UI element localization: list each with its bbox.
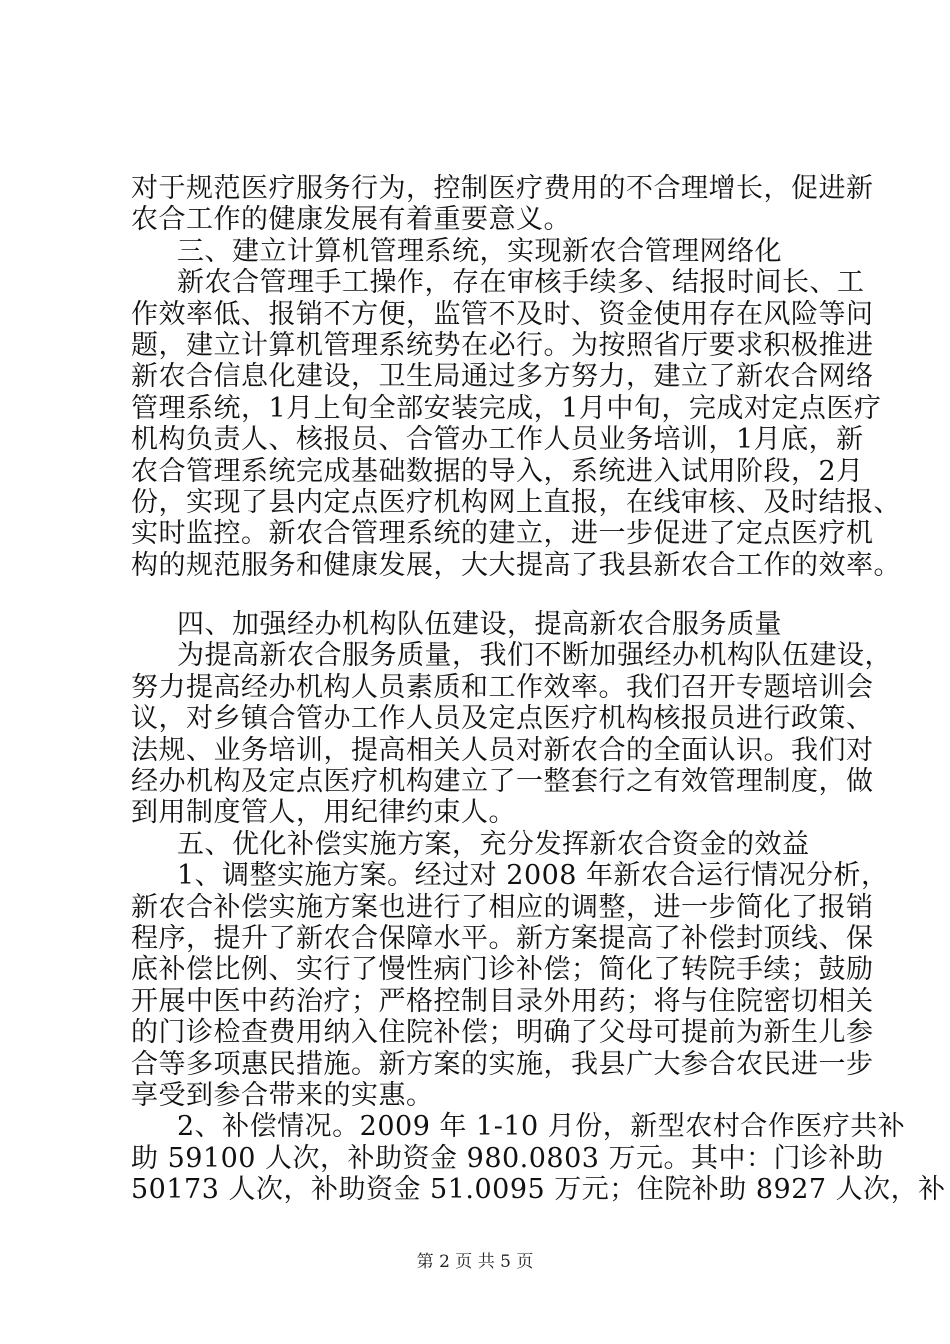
paragraph-line: 农合管理系统完成基础数据的导入，系统进入试用阶段，2月 [131, 455, 864, 487]
paragraph-line: 议，对乡镇合管办工作人员及定点医疗机构核报员进行政策、 [131, 703, 874, 735]
paragraph-line: 题，建立计算机管理系统势在必行。为按照省厅要求积极推进 [131, 329, 874, 361]
paragraph-line: 努力提高经办机构人员素质和工作效率。我们召开专题培训会 [131, 671, 874, 703]
paragraph-line: 到用制度管人，用纪律约束人。 [131, 797, 516, 829]
paragraph-line: 的门诊检查费用纳入住院补偿；明确了父母可提前为新生儿参 [131, 1017, 874, 1049]
paragraph-line: 开展中医中药治疗；严格控制目录外用药；将与住院密切相关 [131, 985, 874, 1017]
section-heading: 五、优化补偿实施方案，充分发挥新农合资金的效益 [177, 828, 810, 860]
paragraph-line: 2、补偿情况。2009 年 1-10 月份，新型农村合作医疗共补 [177, 1111, 906, 1143]
paragraph-line: 50173 人次，补助资金 51.0095 万元；住院补助 8927 人次，补 [131, 1174, 946, 1206]
paragraph-line: 新农合补偿实施方案也进行了相应的调整，进一步简化了报销 [131, 891, 874, 923]
paragraph-line: 合等多项惠民措施。新方案的实施，我县广大参合农民进一步 [131, 1048, 874, 1080]
paragraph-line: 份，实现了县内定点医疗机构网上直报，在线审核、及时结报、 [131, 486, 901, 518]
paragraph-line: 新农合信息化建设，卫生局通过多方努力，建立了新农合网络 [131, 361, 874, 393]
paragraph-line: 享受到参合带来的实惠。 [131, 1079, 434, 1111]
paragraph-line: 构的规范服务和健康发展，大大提高了我县新农合工作的效率。 [131, 549, 901, 581]
paragraph-line: 为提高新农合服务质量，我们不断加强经办机构队伍建设， [177, 640, 892, 672]
paragraph-line: 机构负责人、核报员、合管办工作人员业务培训，1月底，新 [131, 424, 864, 456]
page-number-footer: 第 2 页 共 5 页 [416, 1252, 534, 1272]
paragraph-line: 底补偿比例、实行了慢性病门诊补偿；简化了转院手续；鼓励 [131, 954, 874, 986]
paragraph-line: 农合工作的健康发展有着重要意义。 [131, 204, 571, 236]
paragraph-line: 程序，提升了新农合保障水平。新方案提高了补偿封顶线、保 [131, 922, 874, 954]
paragraph-line: 新农合管理手工操作，存在审核手续多、结报时间长、工 [177, 267, 865, 299]
paragraph-line: 经办机构及定点医疗机构建立了一整套行之有效管理制度，做 [131, 766, 874, 798]
section-heading: 四、加强经办机构队伍建设，提高新农合服务质量 [177, 609, 782, 641]
paragraph-line: 1、调整实施方案。经过对 2008 年新农合运行情况分析， [177, 860, 889, 892]
section-heading: 三、建立计算机管理系统，实现新农合管理网络化 [177, 235, 782, 267]
paragraph-line: 实时监控。新农合管理系统的建立，进一步促进了定点医疗机 [131, 518, 874, 550]
paragraph-line: 助 59100 人次，补助资金 980.0803 万元。其中：门诊补助 [131, 1142, 884, 1174]
paragraph-gap [131, 581, 851, 609]
paragraph-line: 法规、业务培训，提高相关人员对新农合的全面认识。我们对 [131, 734, 874, 766]
paragraph-line: 作效率低、报销不方便，监管不及时、资金使用存在风险等问 [131, 298, 874, 330]
paragraph-line: 管理系统，1月上旬全部安装完成，1月中旬，完成对定点医疗 [131, 392, 882, 424]
paragraph-line: 对于规范医疗服务行为，控制医疗费用的不合理增长，促进新 [131, 173, 874, 204]
document-body [131, 173, 946, 1206]
